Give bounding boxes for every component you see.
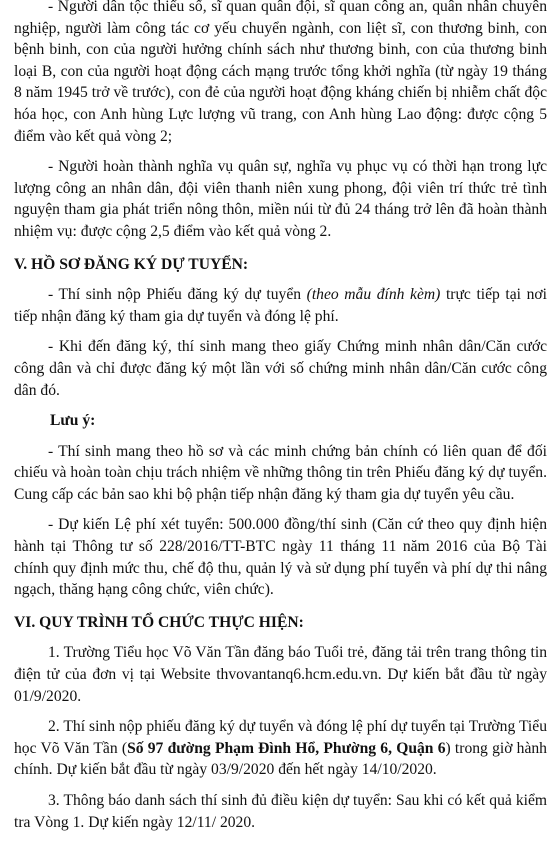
note-label: Lưu ý: [50,412,96,430]
school-address: Số 97 đường Phạm Đình Hổ, Phường 6, Quận 6 [127,739,446,757]
procedure-step-1: 1. Trường Tiểu học Võ Văn Tần đăng báo Tuổi trẻ, đăng tải trên trang thông tin điện tử của đơn vị tại Website thvovantanq6.hcm.edu.vn. Dự kiến bắt đầu từ ngày 01/9/2020. [14,644,547,705]
procedure-step-2-text-end: ) trong giờ hành chính. Dự kiến bắt đầu từ ngày 03/9/2020 đến hết ngày 14/10/2020. [14,739,547,779]
registration-form-template-note: (theo mẫu đính kèm) [306,286,441,304]
procedure-step-2 [14,716,547,781]
registration-form-text-start: - Thí sinh nộp Phiếu đăng ký dự tuyển [48,286,307,304]
registration-form-paragraph [14,284,547,327]
priority-paragraph-5-points: - Người dân tộc thiểu số, sĩ quan quân đội, sĩ quan công an, quân nhân chuyên nghiệp, người làm công tác cơ yếu chuyển ngành, con liệt sĩ, con thương binh, con bệnh binh, con của người hưởng chính sách như thương binh, con của thương binh loại B, con của người hoạt động cách mạng trước tổng khởi nghĩa (từ ngày 19 tháng 8 năm 1945 trở về trước), con đẻ của người hoạt động kháng chiến bị nhiễm chất độc hóa học, con Anh hùng Lực lượng vũ trang, con Anh hùng Lao động: được cộng 5 điểm vào kết quả vòng 2; [14,0,547,145]
original-documents-paragraph: - Thí sinh mang theo hồ sơ và các minh chứng bản chính có liên quan để đối chiếu và hoàn toàn chịu trách nhiệm về những thông tin trên Phiếu đăng ký dự tuyển. Cung cấp các bản sao khi bộ phận tiếp nhận đăng ký tham gia dự tuyển yêu cầu. [14,442,547,503]
id-card-paragraph: - Khi đến đăng ký, thí sinh mang theo giấy Chứng minh nhân dân/Căn cước công dân và chỉ được đăng ký một lần với số chứng minh nhân dân/Căn cước công dân đó. [14,338,547,399]
registration-form-text-end: trực tiếp tại nơi tiếp nhận đăng ký tham gia dự tuyển và đóng lệ phí. [14,286,547,325]
priority-paragraph-2-5-points: - Người hoàn thành nghĩa vụ quân sự, nghĩa vụ phục vụ có thời hạn trong lực lượng công an nhân dân, đội viên thanh niên xung phong, đội viên trí thức trẻ tình nguyện tham gia phát triển nông thôn, miền núi từ đủ 24 tháng trở lên đã hoàn thành nhiệm vụ: được cộng 2,5 điểm vào kết quả vòng 2. [14,158,547,240]
procedure-step-3: 3. Thông báo danh sách thí sinh đủ điều kiện dự tuyển: Sau khi có kết quả kiểm tra Vòng 1. Dự kiến ngày 12/11/ 2020. [14,792,547,831]
section-vi-heading: VI. QUY TRÌNH TỔ CHỨC THỰC HIỆN: [14,613,304,631]
application-fee-paragraph: - Dự kiến Lệ phí xét tuyển: 500.000 đồng/thí sinh (Căn cứ theo quy định hiện hành tại Thông tư số 228/2016/TT-BTC ngày 11 tháng 11 năm 2016 của Bộ Tài chính quy định mức thu, chế độ thu, quản lý và sử dụng phí tuyển và phí dự thi nâng ngạch, thăng hạng công chức, viên chức). [14,516,547,599]
section-v-heading: V. HỒ SƠ ĐĂNG KÝ DỰ TUYỂN: [14,255,249,273]
procedure-step-2-text-start: 2. Thí sinh nộp phiếu đăng ký dự tuyển và đóng lệ phí dự tuyển tại Trường Tiểu học Võ Văn Tần ( [14,718,547,757]
